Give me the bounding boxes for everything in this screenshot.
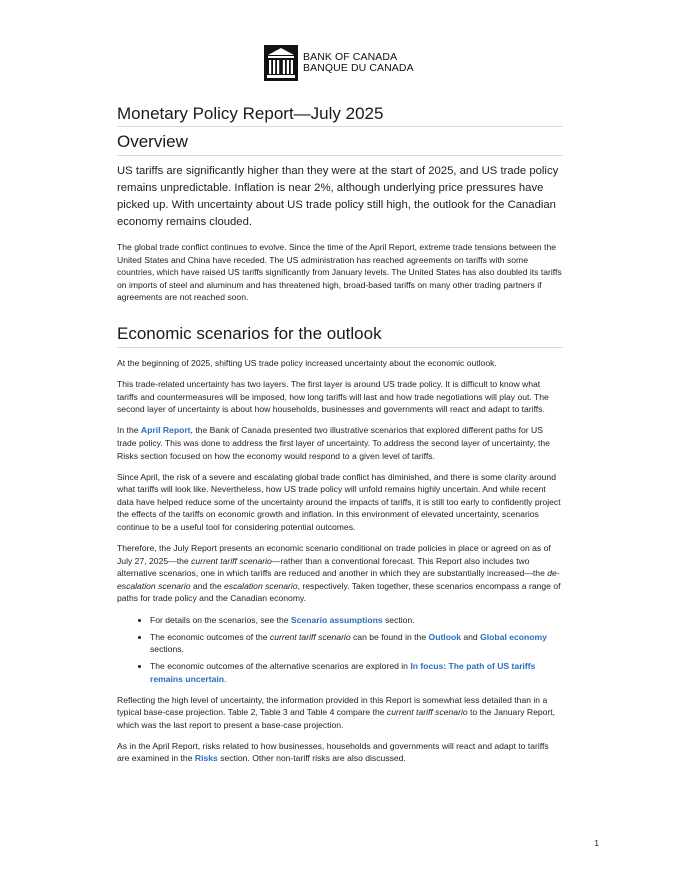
text-span: , the Bank of Canada presented two illustrative scenarios that explored different paths for US trade policy. This was done to address the first layer of uncertainty. To address the second layer of uncertainty, the Risks section focused on how the economy would respond to a given level of tariffs. [117, 425, 550, 461]
page-number: 1 [594, 838, 599, 848]
overview-paragraph: The global trade conflict continues to evolve. Since the time of the April Report, extreme trade tensions between the United States and China have receded. The US administration has reached agreements on tariffs with some countries, which have raised US tariffs significantly from January levels. The United States has also doubled its tariffs on imports of steel and aluminum and has threatened high, broad-based tariffs on many other trading partners if agreements are not reached soon. [117, 242, 562, 303]
scenarios-paragraph-7 [117, 740, 563, 765]
text-span: Reflecting the high level of uncertainty, the information provided in this Report is somewhat less detailed than in a typical base-case projection. Table 2, Table 3 and Table 4 compare the [117, 694, 548, 718]
scenarios-paragraph-1: At the beginning of 2025, shifting US trade policy increased uncertainty about the economic outlook. [117, 357, 497, 368]
text-span: As in the April Report, risks related to how businesses, households and governments will react and adapt to tariffs are examined in the [117, 740, 549, 764]
logo-line-english: BANK OF CANADA [303, 50, 398, 63]
scenarios-paragraph-4: Since April, the risk of a severe and escalating global trade conflict has diminished, and there is some clarity around what tariffs will look like. Nevertheless, how US trade policy will unfold remains highly uncertain. And while recent data have helped reduce some of the uncertainty around the impacts of tariffs, it is still too early to confidently project the effects of the tariffs on economic growth and inflation. In this environment of elevated uncertainty, scenarios continue to be a useful tool for considering potential outcomes. [117, 471, 561, 532]
in-focus-link[interactable]: In focus: The path of US tariffs remains uncertain [150, 661, 536, 684]
text-span: can be found in the [350, 631, 429, 642]
emphasis-escalation: escalation scenario [224, 580, 298, 591]
report-title: Monetary Policy Report—July 2025 [117, 104, 563, 127]
risks-link[interactable]: Risks [194, 753, 218, 764]
scenarios-paragraph-2: This trade-related uncertainty has two layers. The first layer is around US trade policy. It is difficult to know what tariffs and countermeasures will be imposed, how long tariffs will last and how trade negotiations will play out. The second layer of uncertainty is about how households, businesses and governments will react and adapt to tariffs. [117, 379, 549, 415]
scenario-assumptions-link[interactable]: Scenario assumptions [290, 614, 383, 625]
emphasis-current-tariff: current tariff scenario [269, 631, 351, 642]
text-span: Therefore, the July Report presents an economic scenario conditional on trade policies in place or agreed on as of July 27, 2025—the [117, 543, 551, 566]
scenarios-paragraph-5 [117, 542, 563, 605]
outlook-link[interactable]: Outlook [428, 631, 461, 642]
text-span: section. [382, 614, 415, 625]
scenario-bullet-list [117, 614, 563, 686]
text-span: to the January Report, which was the last report to present a base-case projection. [117, 707, 556, 730]
scenarios-paragraph-6 [117, 694, 563, 732]
logo-text [303, 52, 414, 75]
emphasis-current-tariff: current tariff scenario [386, 707, 468, 718]
bullet-item [150, 660, 563, 685]
text-span: The economic outcomes of the alternative scenarios are explored in [150, 661, 411, 672]
text-span: and [460, 631, 481, 642]
overview-lead: US tariffs are significantly higher than they were at the start of 2025, and US trade policy remains unpredictable. Inflation is near 2%, although underlying price pressures have picked up. With uncertainty about US trade policy still high, the outlook for the Canadian economy remains clouded. [117, 165, 559, 228]
global-economy-link[interactable]: Global economy [480, 631, 547, 642]
text-span: , respectively. Taken together, these scenarios encompass a range of paths for trade policy and the Canadian economy. [117, 580, 561, 604]
april-report-link[interactable]: April Report [140, 425, 191, 436]
scenarios-paragraph-3 [117, 424, 563, 462]
text-span: section. Other non-tariff risks are also discussed. [217, 753, 406, 764]
bullet-item [150, 614, 563, 627]
emphasis-de-escalation: de-escalation scenario [117, 568, 560, 591]
report-content [117, 104, 563, 774]
text-span: In the [117, 425, 141, 436]
scenarios-heading: Economic scenarios for the outlook [117, 324, 563, 348]
bank-of-canada-logo [263, 43, 433, 83]
text-span: For details on the scenarios, see the [150, 614, 291, 625]
bank-of-canada-building-icon [263, 44, 299, 82]
text-span: . [224, 673, 227, 684]
overview-heading: Overview [117, 132, 563, 156]
bullet-item [150, 631, 563, 656]
emphasis-current-tariff: current tariff scenario [191, 555, 272, 566]
logo-line-french: BANQUE DU CANADA [303, 62, 414, 74]
text-span: sections. [150, 644, 184, 655]
text-span: —rather than a conventional forecast. This Report also includes two alternative scenarios, one in which tariffs are reduced and another in which they are substantially increased—the [117, 555, 548, 579]
text-span: The economic outcomes of the [150, 631, 270, 642]
text-span: and the [190, 580, 225, 591]
